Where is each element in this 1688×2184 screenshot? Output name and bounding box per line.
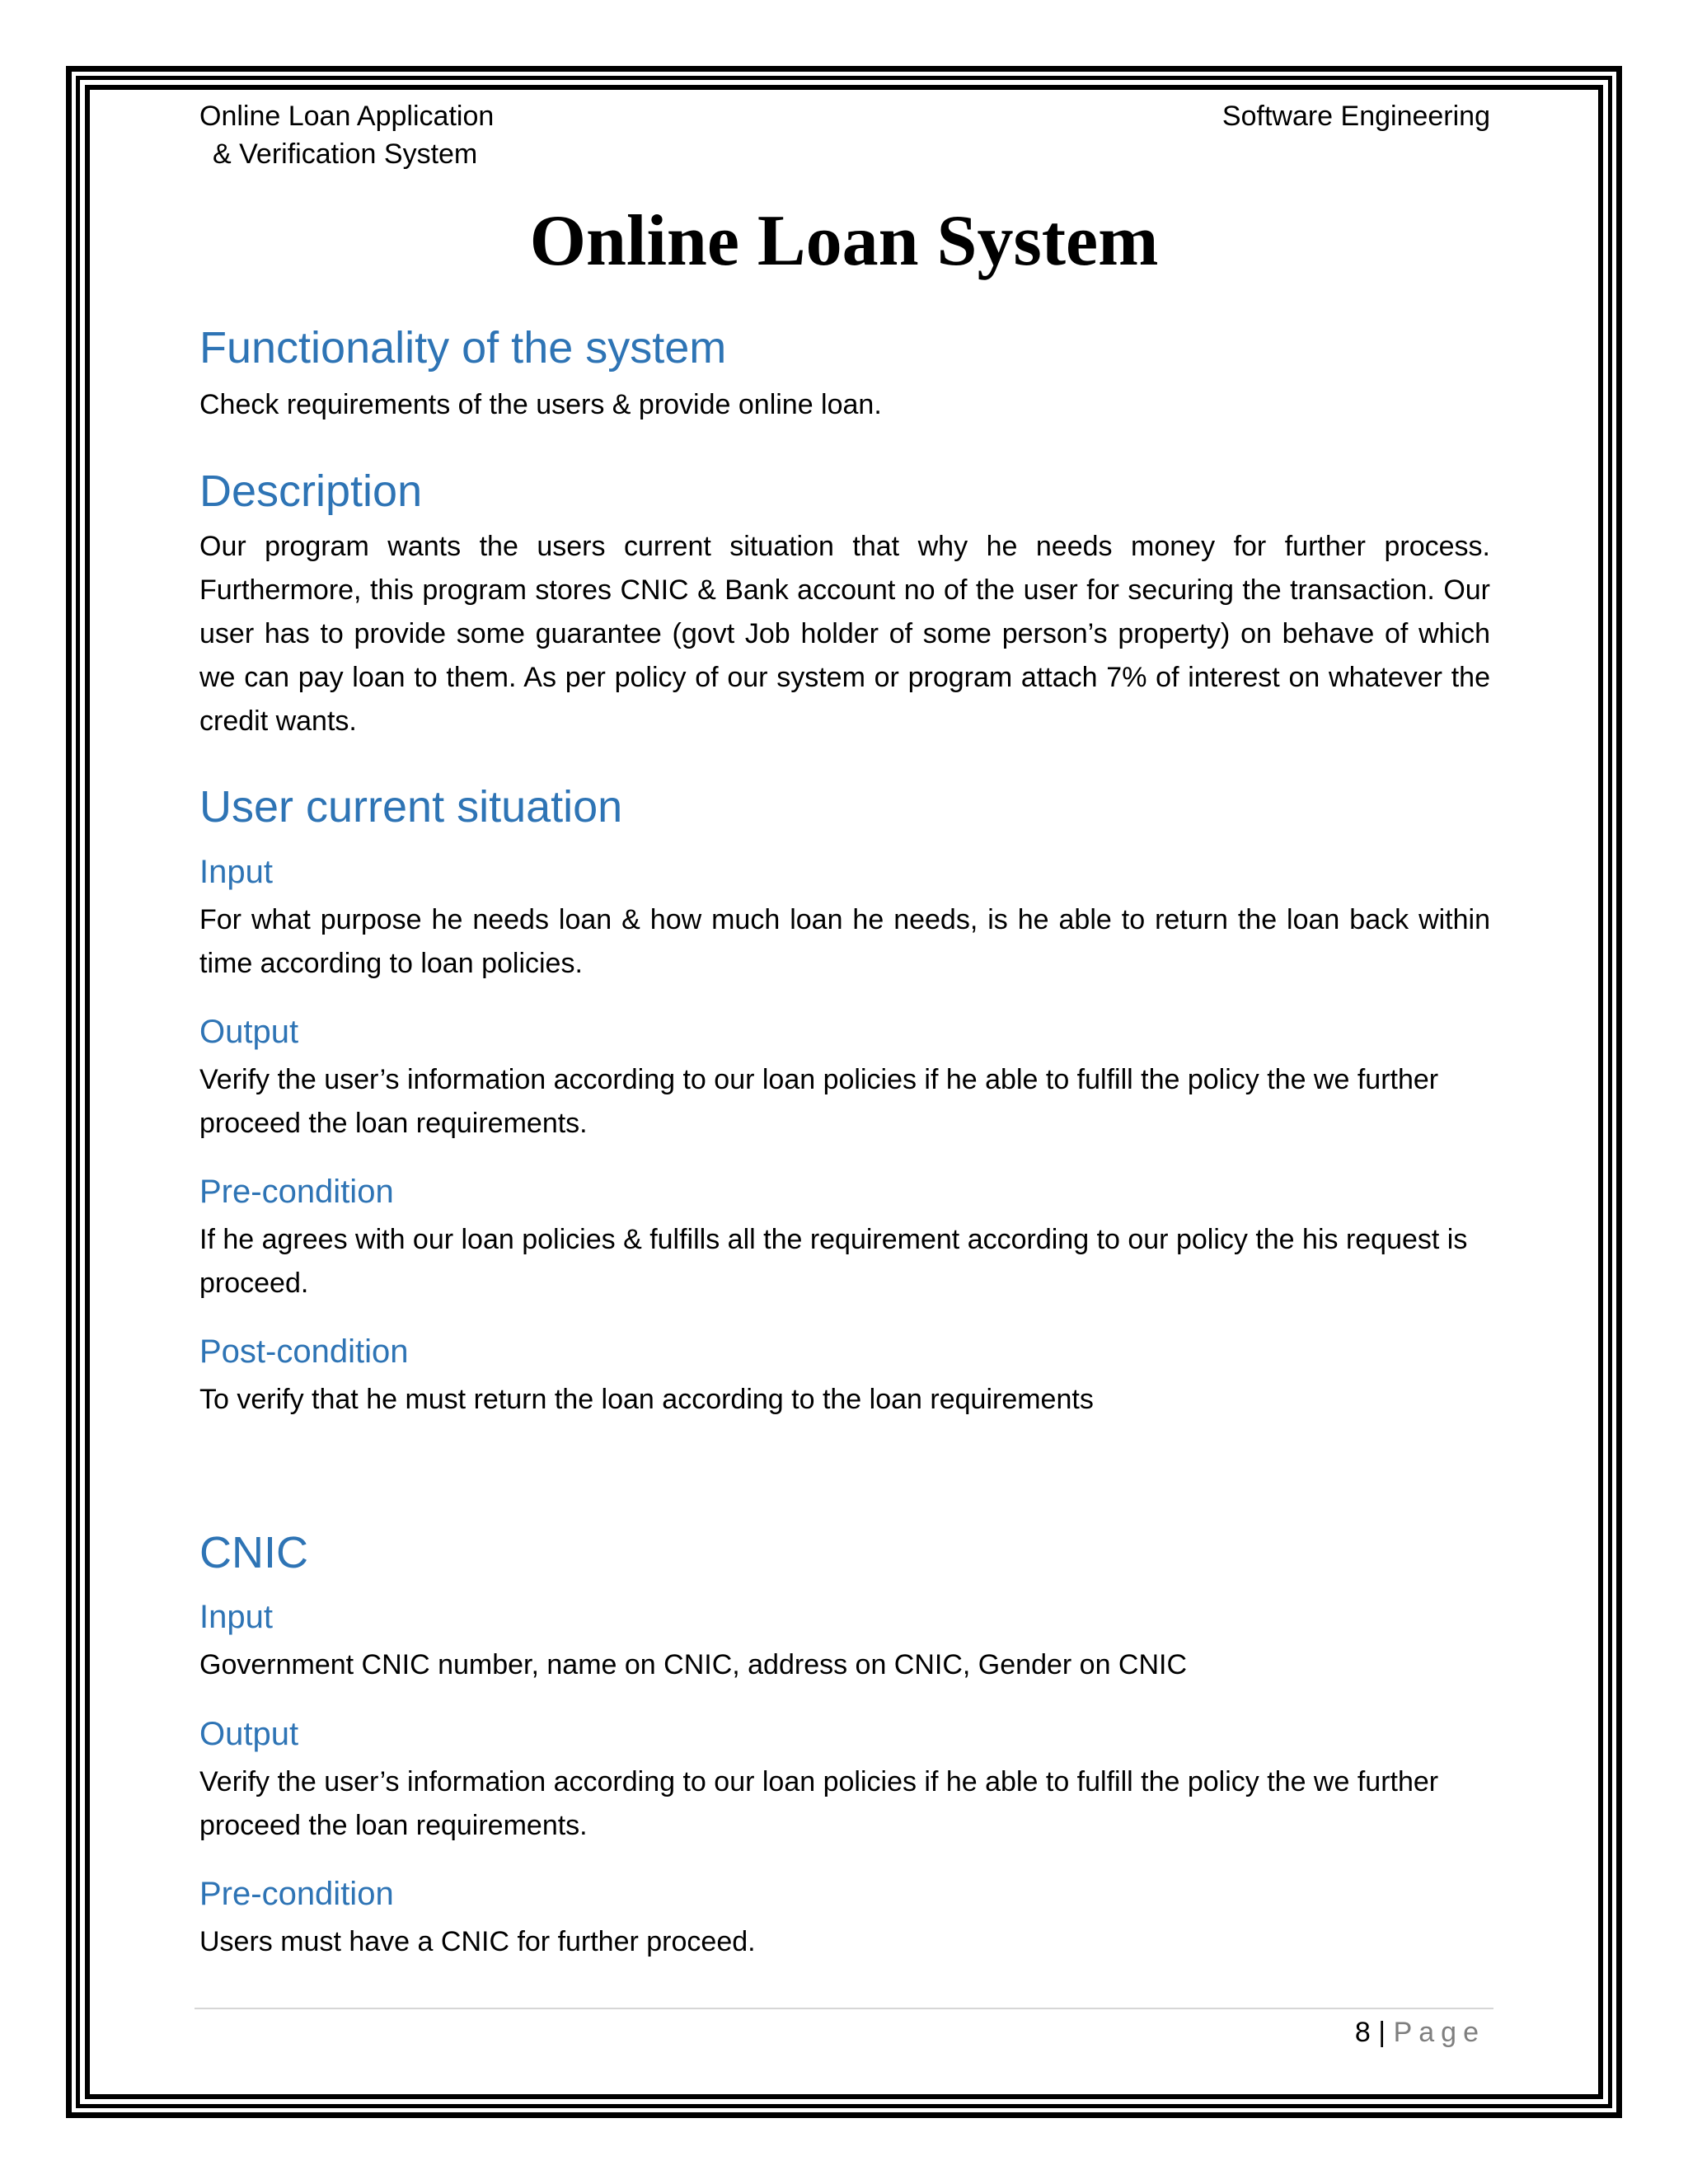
- cnic-precondition-text: Users must have a CNIC for further proceed.: [199, 1926, 756, 1957]
- cnic-output-label: Output: [199, 1716, 299, 1752]
- header-left-line1: Online Loan Application: [199, 101, 495, 132]
- cnic-precondition-label: Pre-condition: [199, 1876, 394, 1912]
- page-word: Page: [1393, 2017, 1485, 2048]
- description-text: Our program wants the users current situation that why he needs money for further process. Furthermore, this program stores CNIC & Bank account no of the user for securing the transaction. Our user has to provide some guarantee (govt Job holder of some person’s property) on behave of which we can pay loan to them. As per policy of our system or program attach 7% of interest on whatever the credit wants.: [199, 531, 1490, 737]
- page-footer: [1355, 2011, 1485, 2054]
- user-situation-input-label: Input: [199, 854, 273, 890]
- cnic-input-text: Government CNIC number, name on CNIC, address on CNIC, Gender on CNIC: [199, 1649, 1188, 1680]
- header-left: [199, 97, 494, 173]
- user-situation-postcondition-text: To verify that he must return the loan according to the loan requirements: [199, 1384, 1094, 1415]
- header-left-line2: & Verification System: [213, 138, 478, 170]
- user-situation-output-text: Verify the user’s information according to our loan policies if he able to fulfill the policy the we further proceed the loan requirements.: [199, 1064, 1439, 1139]
- page-title: Online Loan System: [529, 201, 1159, 281]
- user-situation-output-label: Output: [199, 1014, 299, 1050]
- header-right: Software Engineering: [1221, 101, 1490, 132]
- cnic-input-label: Input: [199, 1599, 273, 1635]
- footer-divider: [195, 2008, 1493, 2009]
- user-situation-postcondition-label: Post-condition: [199, 1333, 409, 1370]
- heading-user-situation: User current situation: [199, 782, 623, 832]
- user-situation-precondition-text: If he agrees with our loan policies & fulfills all the requirement according to our policy the his request is proceed.: [199, 1224, 1468, 1299]
- heading-cnic: CNIC: [199, 1528, 308, 1577]
- cnic-output-text: Verify the user’s information according to our loan policies if he able to fulfill the policy the we further proceed the loan requirements.: [199, 1766, 1439, 1841]
- heading-functionality: Functionality of the system: [199, 323, 727, 373]
- user-situation-input-text: For what purpose he needs loan & how much loan he needs, is he able to return the loan back within time according to loan policies.: [199, 904, 1490, 979]
- page-number: 8: [1354, 2017, 1371, 2048]
- user-situation-precondition-label: Pre-condition: [199, 1174, 394, 1210]
- footer-separator: |: [1378, 2017, 1386, 2048]
- functionality-text: Check requirements of the users & provide online loan.: [199, 389, 882, 420]
- heading-description: Description: [199, 466, 423, 516]
